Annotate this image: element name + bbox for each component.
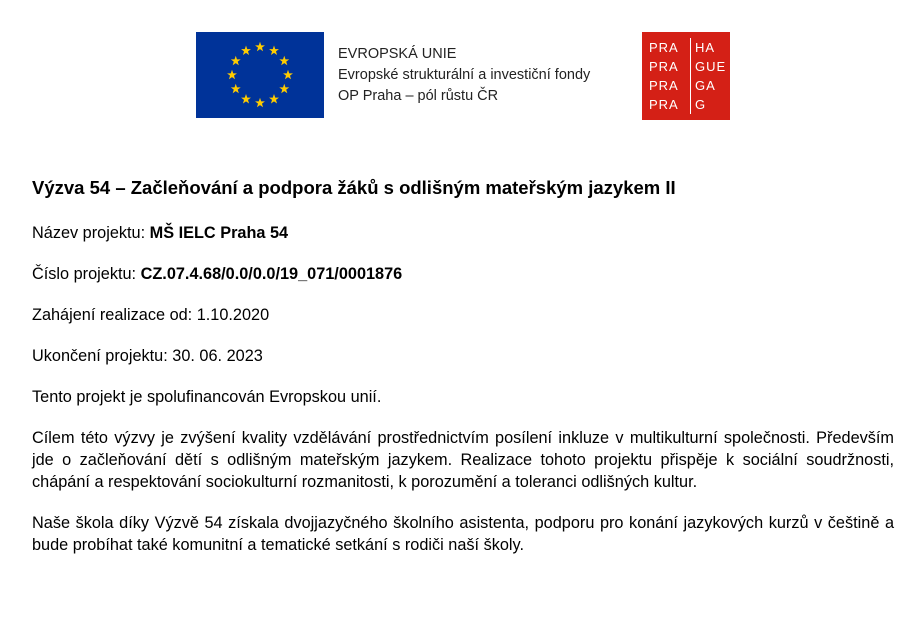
header-logos — [196, 30, 730, 120]
eu-line-3: OP Praha – pól růstu ČR — [338, 88, 499, 104]
prague-logo-text: PRA — [649, 38, 691, 57]
document-title: Výzva 54 – Začleňování a podpora žáků s odlišným mateřským jazykem II — [32, 177, 676, 198]
eu-star-icon — [269, 94, 279, 103]
eu-star-icon — [227, 70, 237, 79]
prague-logo-text: GA — [695, 78, 716, 93]
eu-line-2: Evropské strukturální a investiční fondy — [338, 67, 591, 83]
paragraph-goal: Cílem této výzvy je zvýšení kvality vzdělávání prostřednictvím posílení inkluze v multikulturní společnosti. Především jde o začleňování dětí s odlišným mateřským jazykem. Realizace tohoto projektu přispěje k sociální soudržnosti, chápání a respektování sociokulturní rozmanitosti, k porozumění a toleranci odlišných kultur. — [32, 429, 894, 491]
eu-star-icon — [231, 84, 241, 93]
eu-star-icon — [279, 56, 289, 65]
eu-star-icon — [255, 98, 265, 107]
eu-flag-icon — [196, 32, 324, 118]
eu-star-icon — [241, 46, 251, 55]
eu-line-1: EVROPSKÁ UNIE — [338, 46, 457, 62]
field-label: Číslo projektu: — [32, 265, 141, 283]
prague-logo — [642, 32, 730, 120]
eu-star-icon — [231, 56, 241, 65]
document-body — [32, 176, 894, 556]
field-label: Název projektu: — [32, 224, 150, 242]
eu-star-icon — [255, 42, 265, 51]
project-name-value: MŠ IELC Praha 54 — [149, 224, 289, 242]
cofinance-note: Tento projekt je spolufinancován Evropskou unií. — [32, 388, 382, 406]
prague-logo-text: HA — [695, 40, 716, 55]
prague-logo-text: PRA — [649, 95, 691, 114]
eu-star-icon — [279, 84, 289, 93]
project-number-line — [32, 263, 894, 285]
project-name-line — [32, 222, 894, 244]
prague-logo-text: GUE — [695, 59, 727, 74]
project-number-value: CZ.07.4.68/0.0/0.0/19_071/0001876 — [140, 265, 403, 283]
prague-logo-text: PRA — [649, 76, 691, 95]
eu-program-text — [338, 44, 590, 107]
end-date-line: Ukončení projektu: 30. 06. 2023 — [32, 347, 263, 365]
eu-star-icon — [241, 94, 251, 103]
start-date-line: Zahájení realizace od: 1.10.2020 — [32, 306, 270, 324]
prague-logo-text: PRA — [649, 57, 691, 76]
eu-star-icon — [269, 46, 279, 55]
prague-logo-text: G — [695, 97, 707, 112]
eu-star-icon — [283, 70, 293, 79]
paragraph-school: Naše škola díky Výzvě 54 získala dvojjazyčného školního asistenta, podporu pro konání jazykových kurzů v češtině a bude probíhat také komunitní a tematické setkání s rodiči naší školy. — [32, 514, 894, 554]
